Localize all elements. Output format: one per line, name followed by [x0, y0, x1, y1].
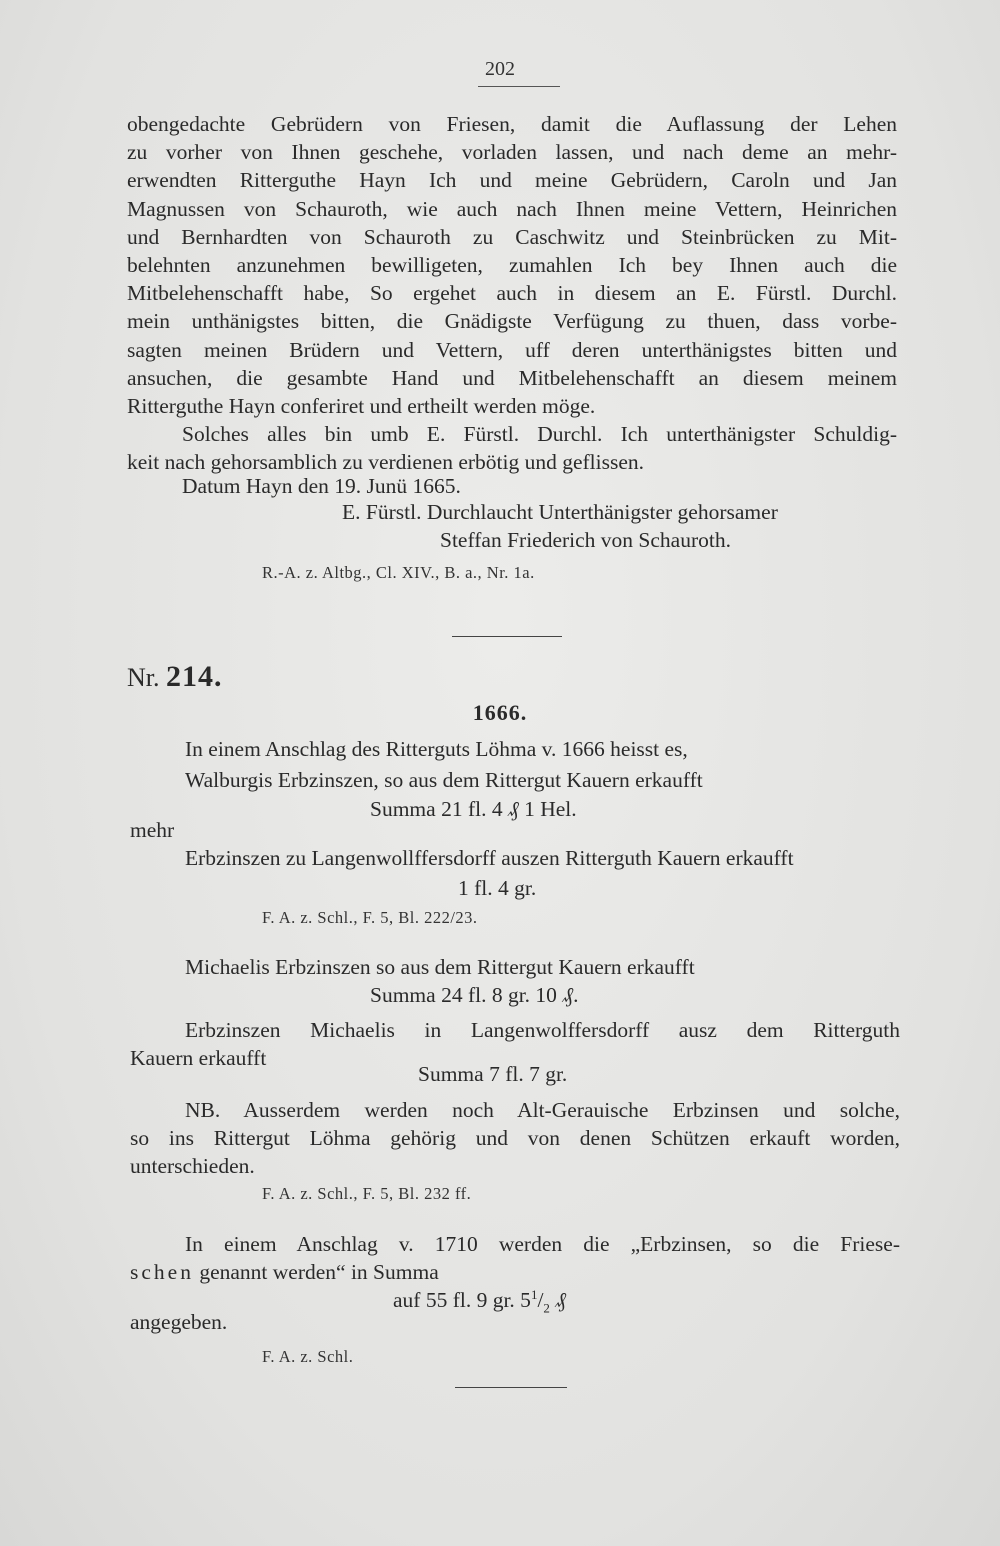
anschlag-text: schen	[130, 1260, 194, 1285]
closing-line: Solches alles bin umb E. Fürstl. Durchl. Ich unterthänigster Schuldig-	[182, 422, 897, 447]
fraction-numerator: 1	[530, 1287, 538, 1302]
letter-line: sagten meinen Brüdern und Vettern, uff deren unterthänigstes bitten und	[127, 337, 897, 362]
nb-note	[130, 1096, 900, 1181]
anschlag-line: In einem Anschlag v. 1710 werden die „Erbzinsen, so die Friese-	[185, 1232, 900, 1256]
page-number-rule	[478, 86, 560, 87]
entry-item: Erbzinszen zu Langenwollffersdorff auszen Ritterguth Kauern erkaufft	[185, 846, 794, 870]
nb-line: unterschieden.	[130, 1154, 255, 1179]
nb-line: so ins Rittergut Löhma gehörig und von denen Schützen erkauft worden,	[130, 1126, 900, 1151]
entry-intro: In einem Anschlag des Ritterguts Löhma v. 1666 heisst es,	[185, 737, 688, 761]
entry-sum: Summa 7 fl. 7 gr.	[418, 1062, 568, 1086]
entry-year: 1666.	[472, 700, 528, 725]
pfennig-symbol: ₰	[562, 983, 574, 1007]
letter-line: Magnussen von Schauroth, wie auch nach Ihnen meine Vettern, Heinrichen	[127, 196, 897, 221]
entry-sum	[370, 983, 578, 1008]
page-number: 202	[485, 58, 515, 80]
entry-item: Kauern erkaufft	[130, 1046, 267, 1071]
entry-angegeben: angegeben.	[130, 1310, 228, 1334]
entry-sum: auf 55 fl. 9 gr. $5^1/_2$ ₰	[393, 1287, 567, 1316]
nb-line: NB. Ausserdem werden noch Alt-Gerauische Erbzinsen und solche,	[185, 1098, 900, 1122]
sum-text: Summa 24 fl. 8 gr. 10	[370, 983, 557, 1007]
letter-line: zu vorher von Ihnen geschehe, vorladen lassen, und nach deme an mehr-	[127, 140, 897, 165]
sum-text: auf 55 fl. 9 gr. 5	[393, 1288, 531, 1313]
pfennig-symbol: ₰	[507, 797, 519, 821]
entry-number	[127, 660, 223, 694]
anschlag-line	[130, 1258, 900, 1286]
section-divider	[452, 636, 562, 637]
entry-mehr: mehr	[130, 818, 175, 842]
signature-line-2: Steffan Friederich von Schauroth.	[440, 528, 731, 552]
entry-sum	[370, 797, 577, 822]
letter-line: obengedachte Gebrüdern von Friesen, damit die Auflassung der Lehen	[127, 112, 897, 136]
entry-number-label: Nr.	[127, 663, 160, 692]
date-line: Datum Hayn den 19. Junü 1665.	[182, 474, 461, 498]
letter-line: Mitbelehenschafft habe, So ergehet auch in diesem an E. Fürstl. Durchl.	[127, 281, 897, 306]
sum-text: Summa 21 fl. 4	[370, 797, 503, 821]
letter-line: und Bernhardten von Schauroth zu Caschwitz und Steinbrücken zu Mit-	[127, 224, 897, 249]
archive-source: F. A. z. Schl., F. 5, Bl. 232 ff.	[262, 1184, 472, 1203]
sum-text: .	[573, 983, 579, 1007]
anschlag-1710	[130, 1230, 900, 1286]
closing-line: keit nach gehorsamblich zu verdienen erbötig und geflissen.	[127, 450, 645, 475]
entry-item: Erbzinszen Michaelis in Langenwolffersdorff ausz dem Ritterguth	[185, 1018, 900, 1042]
entry-number-value: 214.	[166, 660, 223, 693]
letter-body	[127, 110, 897, 477]
entry-sum: 1 fl. 4 gr.	[458, 876, 537, 900]
sum-text: 1 Hel.	[524, 797, 577, 821]
archive-source: R.-A. z. Altbg., Cl. XIV., B. a., Nr. 1a.	[262, 563, 535, 582]
entry-item: Walburgis Erbzinszen, so aus dem Rittergut Kauern erkaufft	[185, 768, 703, 792]
letter-line: ansuchen, die gesambte Hand und Mitbelehenschafft an diesem meinem	[127, 365, 897, 390]
letter-line: erwendten Ritterguthe Hayn Ich und meine Gebrüdern, Caroln und Jan	[127, 168, 897, 193]
entry-item: Michaelis Erbzinszen so aus dem Rittergut Kauern erkaufft	[185, 955, 695, 979]
archive-source: F. A. z. Schl., F. 5, Bl. 222/23.	[262, 908, 478, 927]
section-divider	[455, 1387, 567, 1388]
pfennig-symbol: ₰	[555, 1288, 567, 1313]
letter-line: Ritterguthe Hayn conferiret und ertheilt werden möge.	[127, 394, 596, 419]
letter-line: mein unthänigstes bitten, die Gnädigste Verfügung zu thuen, dass vorbe-	[127, 309, 897, 334]
anschlag-text: genannt werden“ in Summa	[199, 1260, 439, 1285]
signature-line-1: E. Fürstl. Durchlaucht Unterthänigster gehorsamer	[342, 500, 778, 524]
fraction-denominator: 2	[543, 1300, 550, 1316]
archive-source: F. A. z. Schl.	[262, 1347, 354, 1366]
letter-line: belehnten anzunehmen bewilligeten, zumahlen Ich bey Ihnen auch die	[127, 253, 897, 278]
